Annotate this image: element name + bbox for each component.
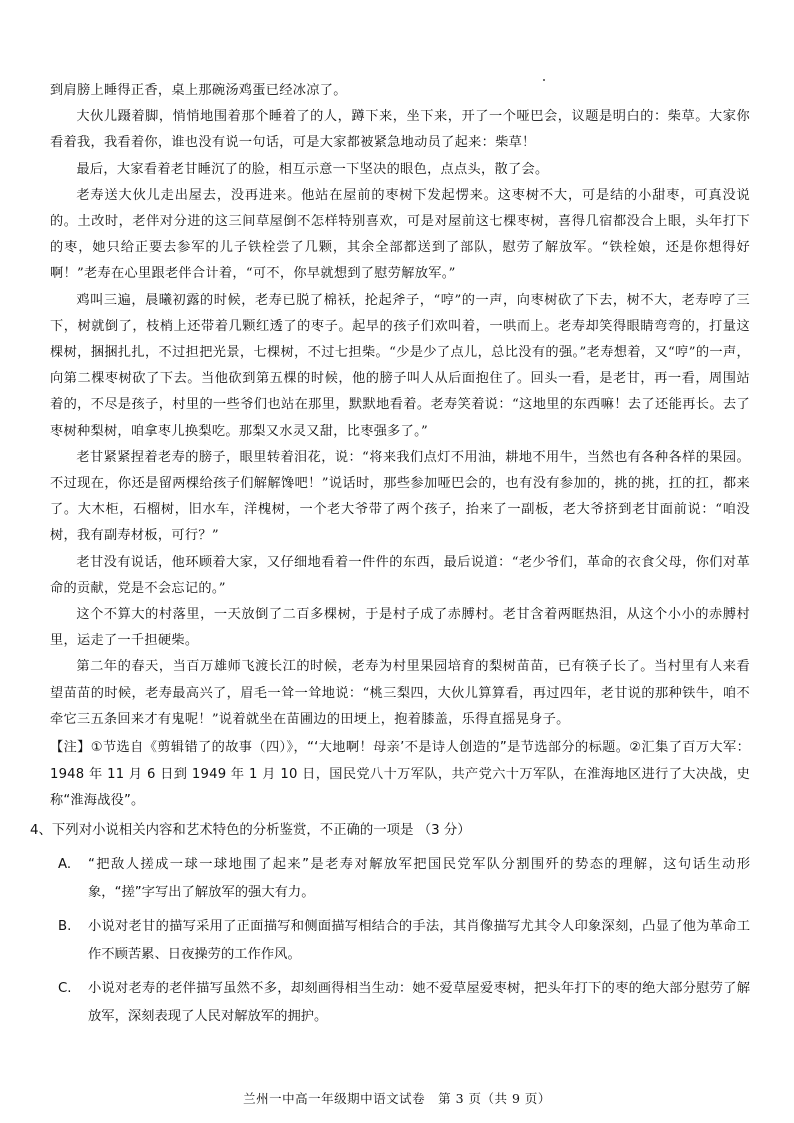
answer-option [50,913,750,969]
option-text: 小说对老甘的描写采用了正面描写和侧面描写相结合的手法，其肖像描写尤其令人印象深刻，凸显了他为革命工作不顾苦累、日夜操劳的工作作风。 [88,918,750,962]
question-4-options [50,851,750,1031]
passage-paragraph: 鸡叫三遍，晨曦初露的时候，老寿已脱了棉袄，抡起斧子，“哼”的一声，向枣树砍了下去，树不大，老寿哼了三下，树就倒了，枝梢上还带着几颗红透了的枣子。起早的孩子们欢叫着，一哄而上。老寿却笑得眼睛弯弯的，打量这棵树，捆捆扎扎，不过担把光景，七棵树，不过七担柴。“少是少了点儿，总比没有的强。”老寿想着，又“哼”的一声，向第二棵枣树砍了下去。当他砍到第五棵的时候，他的膀子叫人从后面抱住了。回头一看，是老甘，再一看，周围站着的，不尽是孩子，村里的一些爷们也站在那里，默默地看着。老寿笑着说：“这地里的东西嘛！去了还能再长。去了枣树种梨树，咱拿枣儿换梨吃。那梨又水灵又甜，比枣强多了。” [50,292,750,439]
passage-paragraph: 最后，大家看着老甘睡沉了的脸，相互示意一下坚决的眼色，点点头，散了会。 [76,161,549,177]
passage-paragraph: 第二年的春天，当百万雄师飞渡长江的时候，老寿为村里果园培育的梨树苗苗，已有筷子长了。当村里有人来看望苗苗的时候，老寿最高兴了，眉毛一耸一耸地说：“桃三梨四，大伙儿算算看，再过四年，老甘说的那种铁牛，咱不牵它三五条回来才有鬼呢！”说着就坐在苗圃边的田埂上，抱着膝盖，乐得直摇晃身子。 [50,659,750,727]
passage-paragraph: 大伙儿蹑着脚，悄悄地围着那个睡着了的人，蹲下来，坐下来，开了一个哑巴会，议题是明白的：柴草。大家你看着我，我看着你，谁也没有说一句话，可是大家都被紧急地动员了起来：柴草！ [50,109,750,151]
option-text: “把敌人搓成一球一球地围了起来”是老寿对解放军把国民党军队分割围歼的势态的理解，这句话生动形象，“搓”字写出了解放军的强大有力。 [88,856,750,900]
passage-paragraph: 老甘没有说话，他环顾着大家，又仔细地看着一件件的东西，最后说道：“老少爷们，革命的衣食父母，你们对革命的贡献，党是不会忘记的。” [50,554,750,596]
option-letter: A. [58,856,72,872]
passage-paragraph: 这个不算大的村落里，一天放倒了二百多棵树，于是村子成了赤膊村。老甘含着两眶热泪，从这个小小的赤膊村里，运走了一千担硬柴。 [50,607,750,649]
option-letter: B. [58,918,72,934]
passage-paragraph: 老甘紧紧捏着老寿的膀子，眼里转着泪花，说：“将来我们点灯不用油，耕地不用牛，当然也有各种各样的果园。不过现在，你还是留两棵给孩子们解解馋吧！”说话时，那些参加哑巴会的，也有没有参加的，挑的挑，扛的扛，都来了。大木柜，石榴树，旧水车，洋槐树，一个老大爷带了两个孩子，抬来了一副板，老大爷挤到老甘面前说：“咱没树，我有副寿材板，可行？” [50,449,750,544]
page-footer: 兰州一中高一年级期中语文试卷 第 3 页（共 9 页） [243,1091,551,1106]
option-letter: C. [58,980,72,996]
option-text: 小说对老寿的老伴描写虽然不多，却刻画得相当生动：她不爱草屋爱枣树，把头年打下的枣的绝大部分慰劳了解放军，深刻表现了人民对解放军的拥护。 [88,980,750,1024]
answer-option [50,851,750,907]
footnote: 【注】①节选自《剪辑错了的故事（四）》，“‘大地啊！母亲’不是诗人创造的”是节选部分的标题。②汇集了百万大军：1948 年 11 月 6 日到 1949 年 1 月 10 日，国民党八十万军队，共产党六十万军队，在淮海地区进行了大决战，史称“淮海战役”。 [50,740,750,809]
answer-option [50,975,750,1031]
passage-paragraph: 老寿送大伙儿走出屋去，没再进来。他站在屋前的枣树下发起愣来。这枣树不大，可是结的小甜枣，可真没说的。土改时，老伴对分进的这三间草屋倒不怎样特别喜欢，可是对屋前这七棵枣树，喜得几宿都没合上眼，头年打下的枣，她只给正要去参军的儿子铁栓尝了几颗，其余全部都送到了部队，慰劳了解放军。“铁栓娘，还是你想得好啊！”老寿在心里跟老伴合计着，“可不，你早就想到了慰劳解放军。” [50,187,750,282]
page-content [30,78,750,1031]
passage [50,78,750,733]
question-4-stem: 4、下列对小说相关内容和艺术特色的分析鉴赏，不正确的一项是 （3 分） [30,822,471,838]
passage-paragraph: 到肩膀上睡得正香，桌上那碗汤鸡蛋已经冰凉了。 [50,83,347,98]
